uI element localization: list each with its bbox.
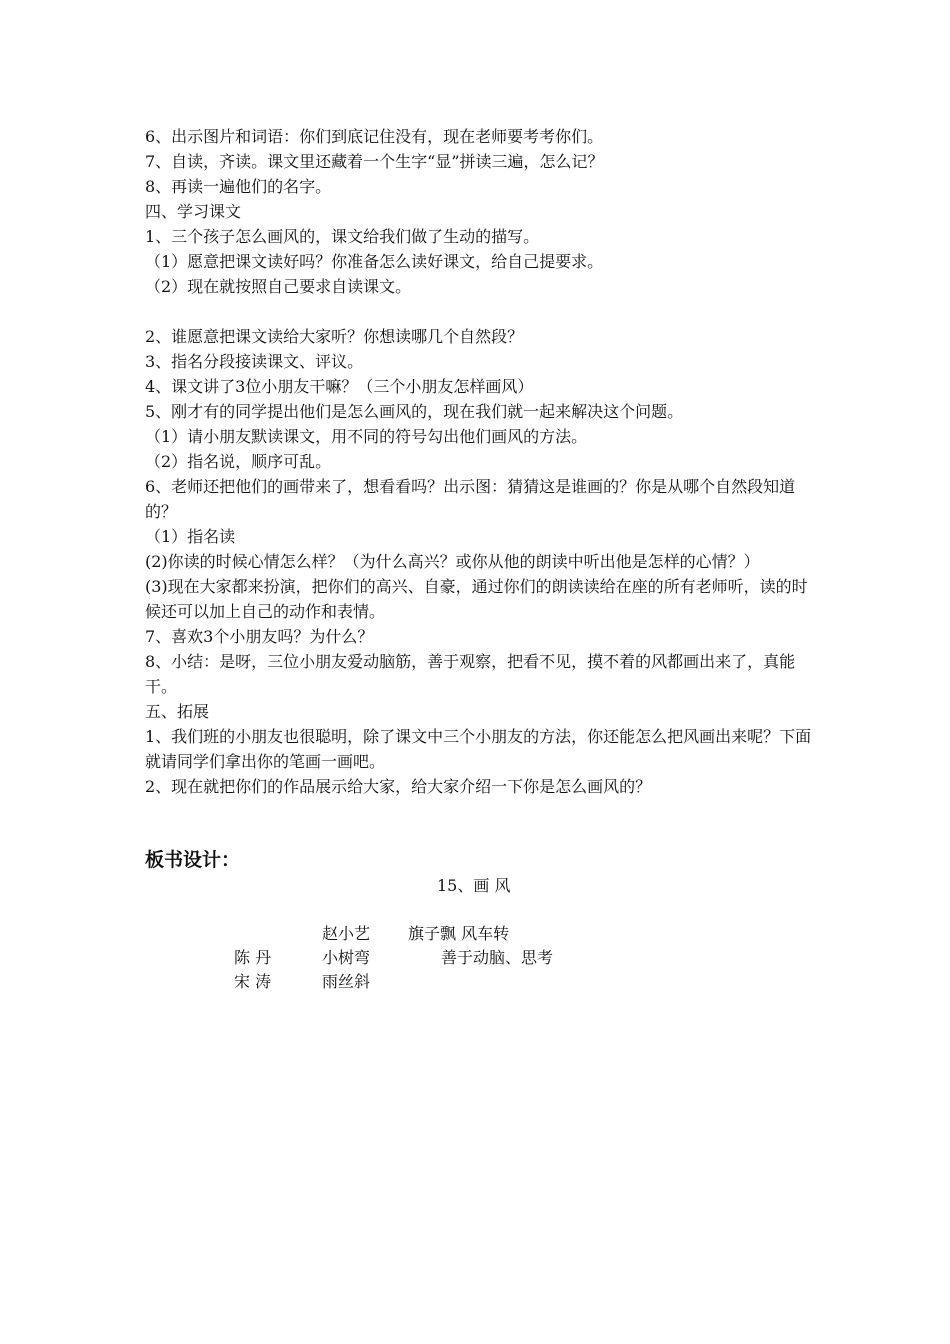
paragraph-line: 3、指名分段接读课文、评议。 <box>145 352 364 371</box>
paragraph-line: 8、再读一遍他们的名字。 <box>145 177 332 196</box>
paragraph-line: （2）现在就按照自己要求自读课文。 <box>145 277 412 296</box>
section-heading: 五、拓展 <box>145 702 210 721</box>
paragraph-line: 2、谁愿意把课文读给大家听？你想读哪几个自然段？ <box>145 327 524 346</box>
paragraph-line: （1）愿意把课文读好吗？你准备怎么读好课文，给自己提要求。 <box>145 252 604 271</box>
paragraph-line: 8、小结：是呀，三位小朋友爱动脑筋，善于观察，把看不见，摸不着的风都画出来了，真能干。 <box>145 652 796 696</box>
paragraph-line: (2)你读的时候心情怎么样？（为什么高兴？或你从他的朗读中听出他是怎样的心情？） <box>145 552 760 571</box>
paragraph-line: 4、课文讲了3位小朋友干嘛？（三个小朋友怎样画风） <box>145 377 534 396</box>
board-effect-chen: 小树弯 <box>322 948 371 967</box>
paragraph-line: (3)现在大家都来扮演，把你们的高兴、自豪，通过你们的朗读读给在座的所有老师听，读的时候还可以加上自己的动作和表情。 <box>145 577 808 621</box>
paragraph-line: 1、我们班的小朋友也很聪明，除了课文中三个小朋友的方法，你还能怎么把风画出来呢？下面就请同学们拿出你的笔画一画吧。 <box>145 727 812 771</box>
section-heading: 四、学习课文 <box>145 202 242 221</box>
paragraph-line: 6、老师还把他们的画带来了，想看看吗？出示图：猜猜这是谁画的？你是从哪个自然段知道的？ <box>145 477 796 521</box>
board-name-song: 宋 涛 <box>234 972 272 991</box>
paragraph-line: 5、刚才有的同学提出他们是怎么画风的，现在我们就一起来解决这个问题。 <box>145 402 684 421</box>
paragraph-line: 2、现在就把你们的作品展示给大家，给大家介绍一下你是怎么画风的？ <box>145 777 652 796</box>
board-title: 15、画 风 <box>437 876 511 895</box>
board-effect-song: 雨丝斜 <box>322 972 371 991</box>
paragraph-line: 7、喜欢3个小朋友吗？为什么？ <box>145 627 374 646</box>
paragraph-line: （1）请小朋友默读课文，用不同的符号勾出他们画风的方法。 <box>145 427 588 446</box>
board-name-chen: 陈 丹 <box>234 948 272 967</box>
board-summary: 善于动脑、思考 <box>441 948 554 967</box>
paragraph-line: （1）指名读 <box>145 527 236 546</box>
paragraph-line: 1、三个孩子怎么画风的，课文给我们做了生动的描写。 <box>145 227 540 246</box>
paragraph-line: （2）指名说，顺序可乱。 <box>145 452 332 471</box>
board-name-zhao: 赵小艺 <box>322 924 371 943</box>
board-effect-zhao: 旗子飘 风车转 <box>408 924 510 943</box>
board-design-heading: 板书设计： <box>145 849 241 871</box>
paragraph-line: 6、出示图片和词语：你们到底记住没有，现在老师要考考你们。 <box>145 127 604 146</box>
paragraph-line: 7、自读，齐读。课文里还藏着一个生字“显”拼读三遍，怎么记？ <box>145 152 604 171</box>
